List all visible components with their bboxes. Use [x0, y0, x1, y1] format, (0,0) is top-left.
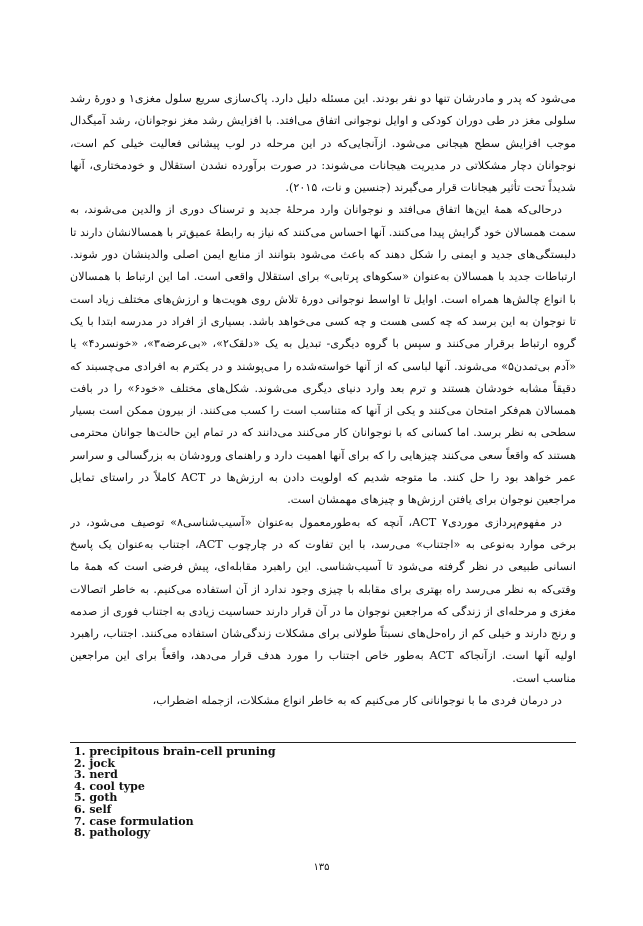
footnote-3: 3. nerd [74, 768, 118, 782]
footnote-1: 1. precipitous brain-cell pruning [74, 745, 276, 758]
footnote-8: 8. pathology [74, 826, 151, 840]
body-text [70, 88, 576, 738]
footnote-6: 6. self [74, 802, 112, 816]
footnote-divider [70, 742, 576, 743]
paragraph-4: در درمان فردی ما با نوجوانانی کار می‌کنیم که به خاطر انواع مشکلات، ازجمله اضطراب، [152, 694, 562, 708]
footnote-5: 5. goth [74, 791, 118, 805]
paragraph-3: در مفهوم‌پردازی موردی۷ ACT، آنچه که به‌طورمعمول به‌عنوان «آسیب‌شناسی۸» توصیف می‌شود، در برخی موارد به‌نوعی به «اجتناب» می‌رسد، با این تفاوت که در چارچوب ACT، اجتناب به‌عنوان یک پاسخ انسانی طبیعی در نظر گرفته می‌شود تا آسیب‌شناسی. این راهبرد مقابله‌ای، پیش فرضی است که همهٔ ما وقتی‌که به نظر می‌رسد راه بهتری برای مقابله با چیزی وجود ندارد از آن استفاده می‌کنیم. به خاطر اتصالات مغزی و مرحله‌ای از زندگی که مراجعین نوجوان ما در آن قرار دارند حساسیت زیادی به اجتناب فوری از صدمه و رنج دارند و خیلی کم از راه‌حل‌های نسبتاً طولانی برای مشکلات زندگی‌شان استفاده می‌کنند. اجتناب، راهبرد اولیه آنها است. ازآنجاکه ACT به‌طور خاص اجتناب را مورد هدف قرار می‌دهد، واقعاً برای این مراجعین مناسب است. [70, 515, 576, 685]
footnote-2: 2. jock [74, 756, 115, 770]
paragraph-1: می‌شود که پدر و مادرشان تنها دو نفر بودند. این مسئله دلیل دارد. پاک‌سازی سریع سلول مغزی۱ و دورهٔ رشد سلولی مغز در طی دوران کودکی و اوایل نوجوانی اتفاق می‌افتد. با افزایش رشد مغز نوجوانان، رشد آمیگدال موجب افزایش سطح هیجانی می‌شود. ازآنجایی‌که در این مرحله در لوب پیشانی فعالیت خیلی کم است، نوجوانان دچار مشکلاتی در مدیریت هیجانات می‌شوند: در صورت برآورده نشدن استقلال و خودمختاری، آنها شدیداً تحت تأثیر هیجانات قرار می‌گیرند (جنسین و نات، ۲۰۱۵). [70, 92, 576, 195]
footnote-7: 7. case formulation [74, 814, 194, 828]
page-number: ۱۳۵ [313, 862, 330, 873]
footnote-4: 4. cool type [74, 779, 145, 793]
footnotes [74, 746, 574, 839]
paragraph-2: درحالی‌که همهٔ این‌ها اتفاق می‌افتد و نوجوانان وارد مرحلهٔ جدید و ترسناک دوری از والدین می‌شوند، به سمت همسالان خود گرایش پیدا می‌کنند. آنها احساس می‌کنند که نیاز به رابطهٔ عمیق‌تر با همسالانشان دارند تا دلبستگی‌های جدید و ایمنی را شکل دهند که باعث می‌شود بتوانند از منابع ایمن اصلی والدینشان دور شوند. ارتباطات جدید با همسالان به‌عنوان «سکوهای پرتابی» برای استقلال واقعی است. اما این ارتباط با همسالان با انواع چالش‌ها همراه است. اوایل تا اواسط نوجوانی دورهٔ تلاش روی هویت‌ها و ارزش‌های مختلف زیاد است تا نوجوان به این برسد که چه کسی هست و چه کسی می‌خواهد باشد. بسیاری از افراد در مدرسه ابتدا با یک گروه ارتباط برقرار می‌کنند و سپس با گروه دیگری- تبدیل به یک «دلقک۲»، «بی‌عرضه۳»، «خونسرد۴» یا «آدم بی‌تمدن۵» می‌شوند. آنها لباسی که از آنها خواسته‌شده را می‌پوشند و در یکترم به افرادی می‌چسبند که دقیقاً مشابه خودشان هستند و ترم بعد وارد دنیای دیگری می‌شوند. شکل‌های مختلف «خود۶» را در بافت همسالان هم‌فکر امتحان می‌کنند و یکی از آنها که متناسب است را کسب می‌کنند. از بیرون ممکن است بسیار سطحی به نظر برسد. اما کسانی که با نوجوانان کار می‌کنند می‌دانند که در تمام این حالت‌ها جوانان محترمی هستند که واقعاً سعی می‌کنند چیزهایی را که برای آنها اهمیت دارد و راهنمای ورودشان به بزرگسالی و سراسر عمر خواهد بود را حل کنند. ما متوجه شدیم که اولویت دادن به ارزش‌ها در ACT کاملاً در راستای تمایل مراجعین نوجوان برای یافتن ارزش‌ها و چیزهای مهمشان است. [70, 203, 576, 507]
